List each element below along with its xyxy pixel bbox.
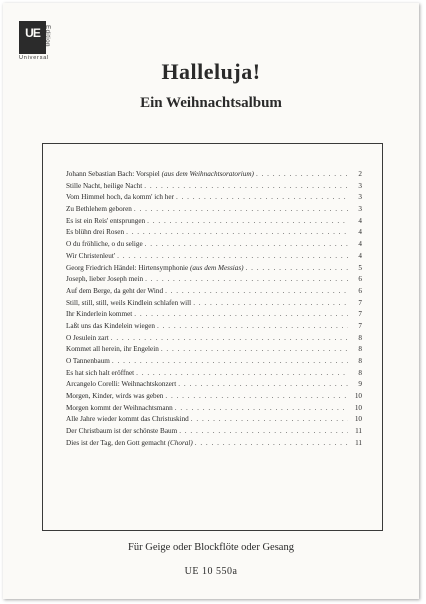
entry-title-text: Der Christbaum ist der schönste Baum: [66, 427, 178, 436]
contents-entry: [66, 309, 362, 321]
contents-entry: [66, 379, 362, 391]
entry-title: [66, 426, 179, 438]
entry-title: [66, 274, 145, 286]
contents-entry: [66, 216, 362, 228]
entry-page: 10: [354, 415, 362, 424]
entry-page: 7: [358, 298, 362, 307]
entry-title: [66, 391, 165, 403]
entry-title-text: O du fröhliche, o du selige: [66, 240, 143, 249]
instrumentation-line: Für Geige oder Blockflöte oder Gesang: [128, 542, 294, 553]
entry-title-text: O Tannenbaum: [66, 357, 110, 365]
contents-entry: [66, 333, 362, 345]
entry-title-text: Es blühn drei Rosen: [66, 228, 125, 237]
entry-page: 8: [358, 345, 362, 354]
entry-title: [66, 181, 144, 193]
dot-leader: [126, 227, 348, 239]
logo-vertical-text: Edition: [43, 25, 50, 47]
entry-page: 9: [358, 380, 362, 389]
contents-entry: [66, 321, 362, 333]
entry-title-text: Auf dem Berge, da geht der Wind: [66, 286, 164, 295]
contents-entry: [66, 263, 362, 275]
dot-leader: [175, 403, 348, 415]
dot-leader: [147, 216, 348, 228]
entry-title: [66, 356, 112, 368]
entry-page: 11: [355, 427, 362, 436]
entry-title-text: Dies ist der Tag, den Gott gemacht: [66, 438, 168, 447]
entry-page: 8: [358, 357, 362, 365]
entry-page: 10: [354, 403, 362, 412]
entry-title: [66, 169, 256, 181]
entry-title-text: Vom Himmel hoch, da komm' ich her: [66, 193, 174, 202]
contents-entry: [66, 426, 362, 438]
entry-title: [66, 309, 134, 321]
entry-title: [66, 298, 193, 310]
album-subtitle: Ein Weihnachtsalbum: [140, 95, 282, 111]
dot-leader: [165, 286, 348, 298]
entry-title-text: Johann Sebastian Bach: Vorspiel: [66, 170, 162, 178]
entry-title-text: Morgen kommt der Weihnachtsmann: [66, 403, 173, 412]
contents-entry: [66, 391, 362, 403]
entry-title-text: Alle Jahre wieder kommt das Christuskind: [66, 415, 189, 424]
entry-page: 11: [355, 438, 362, 447]
contents-frame: [42, 143, 383, 531]
dot-leader: [112, 356, 348, 368]
dot-leader: [246, 263, 348, 275]
dot-leader: [195, 438, 348, 450]
entry-title: [66, 251, 117, 263]
entry-title: [66, 379, 178, 391]
contents-entry: [66, 227, 362, 239]
publisher-logo: [19, 21, 59, 61]
dot-leader: [144, 181, 348, 193]
entry-title-text: Wir Christenleut': [66, 251, 116, 260]
entry-title-text: Zu Bethlehem geboren: [66, 205, 132, 214]
dot-leader: [193, 298, 348, 310]
entry-title: [66, 263, 246, 275]
logo-mark: UE: [19, 21, 46, 54]
contents-list: [66, 169, 362, 450]
contents-entry: [66, 344, 362, 356]
entry-title-text: Morgen, Kinder, wirds was geben: [66, 392, 164, 401]
entry-title-text: Es ist ein Reis' entsprungen: [66, 216, 146, 225]
entry-title-text: Ihr Kinderlein kommet: [66, 310, 133, 319]
contents-entry: [66, 298, 362, 310]
entry-title-text: Still, still, still, weils Kindlein schlafen will: [66, 298, 192, 307]
entry-page: 8: [358, 333, 362, 342]
contents-entry: [66, 368, 362, 380]
contents-entry: [66, 239, 362, 251]
dot-leader: [161, 344, 348, 356]
entry-title: [66, 204, 134, 216]
entry-page: 6: [358, 275, 362, 284]
dot-leader: [134, 309, 348, 321]
entry-page: 10: [354, 392, 362, 401]
contents-entry: [66, 169, 362, 181]
entry-title-text: Kommet all herein, ihr Engelein: [66, 345, 159, 354]
dot-leader: [256, 169, 348, 181]
entry-page: 4: [358, 216, 362, 225]
catalog-number: UE 10 550a: [184, 566, 238, 577]
contents-entry: [66, 356, 362, 368]
contents-entry: [66, 438, 362, 450]
album-title: Halleluja!: [161, 59, 261, 84]
contents-entry: [66, 414, 362, 426]
dot-leader: [145, 239, 348, 251]
entry-title-text: Es hat sich halt eröffnet: [66, 368, 135, 377]
entry-title: [66, 414, 191, 426]
entry-title-text: Stille Nacht, heilige Nacht: [66, 181, 143, 190]
entry-title: [66, 321, 157, 333]
contents-entry: [66, 403, 362, 415]
entry-title-text: Joseph, lieber Joseph mein: [66, 275, 144, 284]
dot-leader: [178, 379, 348, 391]
dot-leader: [165, 391, 348, 403]
entry-page: 2: [358, 170, 362, 178]
entry-page: 8: [358, 368, 362, 377]
cover-page: [3, 3, 419, 599]
entry-page: 5: [358, 263, 362, 272]
contents-entry: [66, 181, 362, 193]
entry-title: [66, 438, 195, 450]
entry-title: [66, 286, 165, 298]
dot-leader: [117, 251, 348, 263]
dot-leader: [157, 321, 348, 333]
contents-entry: [66, 274, 362, 286]
entry-title: [66, 368, 136, 380]
entry-page: 4: [358, 228, 362, 237]
entry-title-text: Laßt uns das Kindelein wiegen: [66, 321, 156, 330]
entry-title: [66, 192, 176, 204]
entry-page: 3: [358, 205, 362, 214]
entry-title: [66, 227, 126, 239]
entry-page: 4: [358, 251, 362, 260]
entry-page: 7: [358, 310, 362, 319]
dot-leader: [145, 274, 348, 286]
entry-title: [66, 216, 147, 228]
logo-subtext: Universal: [19, 55, 50, 61]
dot-leader: [176, 192, 348, 204]
dot-leader: [111, 333, 348, 345]
entry-title: [66, 239, 145, 251]
dot-leader: [136, 368, 348, 380]
entry-title-text: Georg Friedrich Händel: Hirtensymphonie: [66, 263, 191, 272]
entry-title: [66, 344, 161, 356]
entry-note: (Choral): [167, 438, 193, 447]
contents-entry: [66, 204, 362, 216]
entry-title: [66, 333, 111, 345]
entry-title-text: O Jesulein zart: [66, 333, 109, 342]
entry-page: 7: [358, 321, 362, 330]
entry-note: (aus dem Weihnachtsoratorium): [161, 170, 254, 178]
entry-page: 3: [358, 193, 362, 202]
entry-note: (aus dem Messias): [190, 263, 244, 272]
entry-page: 3: [358, 181, 362, 190]
entry-page: 4: [358, 240, 362, 249]
dot-leader: [134, 204, 348, 216]
entry-page: 6: [358, 286, 362, 295]
dot-leader: [191, 414, 348, 426]
contents-entry: [66, 192, 362, 204]
entry-title-text: Arcangelo Corelli: Weihnachtskonzert: [66, 380, 177, 389]
dot-leader: [179, 426, 348, 438]
entry-title: [66, 403, 175, 415]
contents-entry: [66, 251, 362, 263]
contents-entry: [66, 286, 362, 298]
